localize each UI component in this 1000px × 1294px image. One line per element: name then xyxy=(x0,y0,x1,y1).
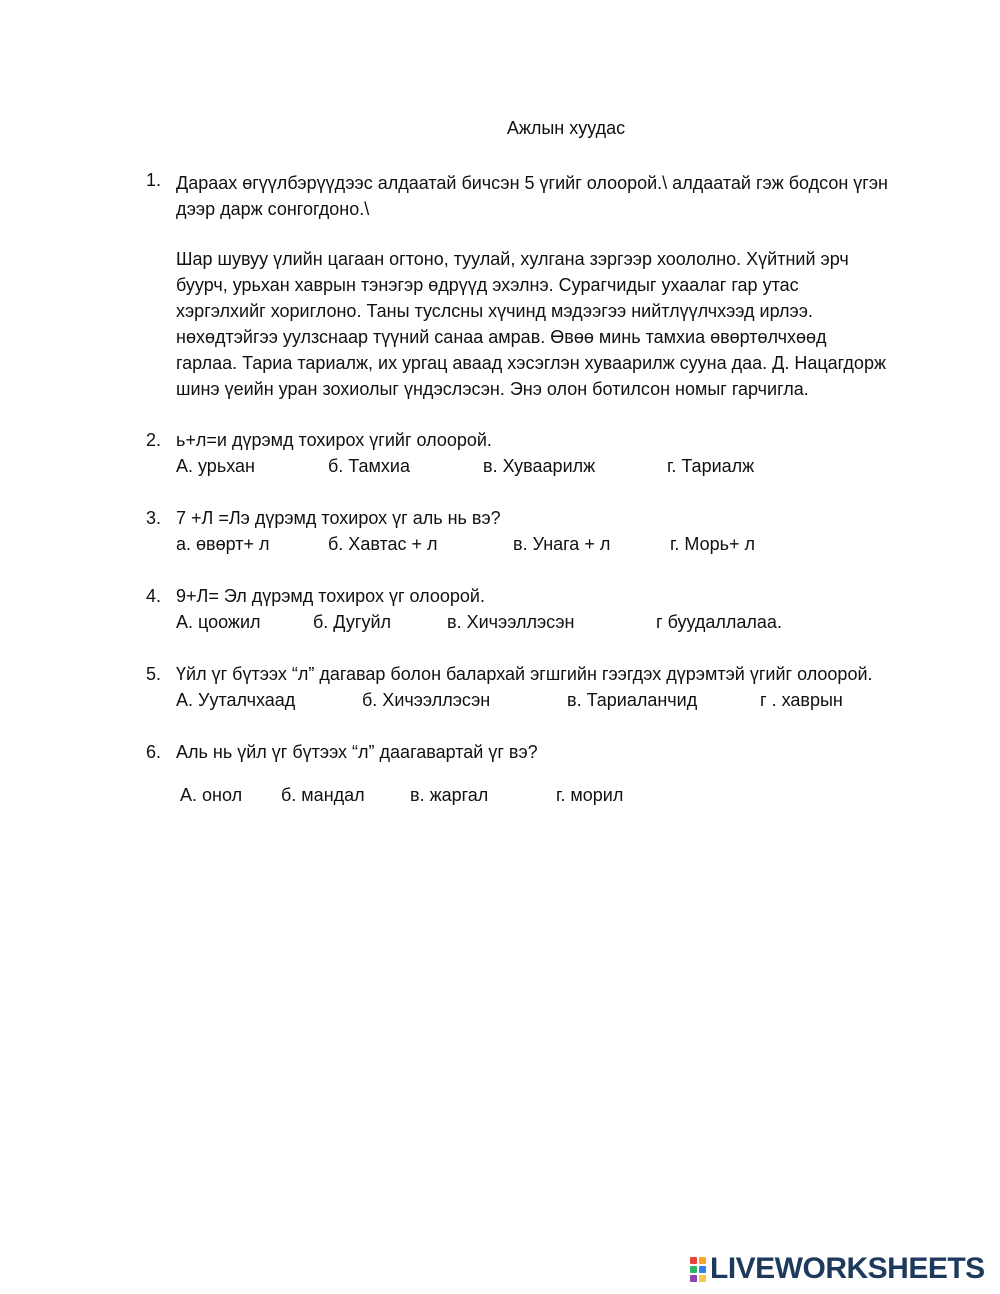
option-a[interactable]: а. өвөрт+ л xyxy=(176,534,270,554)
liveworksheets-logo[interactable] xyxy=(690,1252,985,1286)
option-a[interactable]: А. урьхан xyxy=(176,456,255,476)
logo-square xyxy=(699,1266,706,1273)
logo-square xyxy=(690,1266,697,1273)
question-number: 6. xyxy=(146,742,162,762)
logo-square xyxy=(699,1257,706,1264)
logo-square xyxy=(699,1275,706,1282)
option-b[interactable]: б. мандал xyxy=(281,785,365,805)
option-a[interactable]: А. цоожил xyxy=(176,612,261,632)
option-d[interactable]: г. Тариалж xyxy=(667,456,755,476)
option-c[interactable]: в. Хичээллэсэн xyxy=(447,612,575,632)
option-b[interactable]: б. Тамхиа xyxy=(328,456,410,476)
question-text-line: дээр дарж сонгогдоно.\ xyxy=(176,199,370,219)
question-number: 3. xyxy=(146,508,162,528)
worksheet-title: Ажлын хуудас xyxy=(506,118,626,138)
logo-text: LIVEWORKSHEETS xyxy=(710,1252,985,1285)
question-number: 2. xyxy=(146,430,162,450)
question-text: Аль нь үйл үг бүтээх “л” даагавартай үг вэ? xyxy=(176,742,538,762)
question-text xyxy=(176,170,888,222)
question-number: 5. xyxy=(146,664,162,684)
option-d[interactable]: г . хаврын xyxy=(760,690,843,710)
logo-mark-icon xyxy=(690,1257,706,1282)
question-number: 4. xyxy=(146,586,162,606)
question-text: ь+л=и дүрэмд тохирох үгийг олоорой. xyxy=(176,430,492,450)
paragraph-line[interactable]: нөхөдтэйгээ уулзснаар түүний санаа амрав. Өвөө минь тамхиа өвөртөлчхөөд xyxy=(176,327,827,347)
option-b[interactable]: б. Хавтас + л xyxy=(328,534,438,554)
paragraph-line[interactable]: Шар шувуу үлийн цагаан огтоно, туулай, хулгана зэргээр хоололно. Хүйтний эрч xyxy=(176,249,849,269)
error-paragraph[interactable] xyxy=(176,246,886,402)
option-b[interactable]: б. Дугуйл xyxy=(313,612,392,632)
option-d[interactable]: г буудаллалаа. xyxy=(656,612,782,632)
logo-square xyxy=(690,1275,697,1282)
option-a[interactable]: А. онол xyxy=(180,785,243,805)
option-a[interactable]: А. Ууталчхаад xyxy=(176,690,296,710)
question-text: 9+Л= Эл дүрэмд тохирох үг олоорой. xyxy=(176,586,485,606)
question-text-line: Дараах өгүүлбэрүүдээс алдаатай бичсэн 5 үгийг олоорой.\ алдаатай гэж бодсон үгэн xyxy=(176,173,889,193)
question-number: 1. xyxy=(146,170,162,190)
option-c[interactable]: в. Хуваарилж xyxy=(483,456,596,476)
option-d[interactable]: г. морил xyxy=(556,785,624,805)
question-text: 7 +Л =Лэ дүрэмд тохирох үг аль нь вэ? xyxy=(176,508,501,528)
paragraph-line[interactable]: буурч, урьхан хаврын тэнэгэр өдрүүд эхэлнэ. Сурагчидыг ухаалаг гар утас xyxy=(176,275,799,295)
logo-square xyxy=(690,1257,697,1264)
option-c[interactable]: в. Унага + л xyxy=(513,534,611,554)
paragraph-line[interactable]: шинэ үеийн уран зохиолыг үндэслэсэн. Энэ олон ботилсон номыг гарчигла. xyxy=(176,379,809,399)
option-b[interactable]: б. Хичээллэсэн xyxy=(362,690,491,710)
option-c[interactable]: в. жаргал xyxy=(410,785,489,805)
paragraph-line[interactable]: гарлаа. Тариа тариалж, их ургац аваад хэсэглэн хуваарилж сууна даа. Д. Нацагдорж xyxy=(176,353,886,373)
question-text: Үйл үг бүтээх “л” дагавар болон балархай эгшгийн гээгдэх дүрэмтэй үгийг олоорой. xyxy=(176,664,873,684)
paragraph-line[interactable]: хэргэлхийг хориглоно. Таны туслсны хүчинд мэдээгээ нийтлүүлчхээд ирлээ. xyxy=(176,301,813,321)
option-d[interactable]: г. Морь+ л xyxy=(670,534,755,554)
option-c[interactable]: в. Тариаланчид xyxy=(567,690,698,710)
